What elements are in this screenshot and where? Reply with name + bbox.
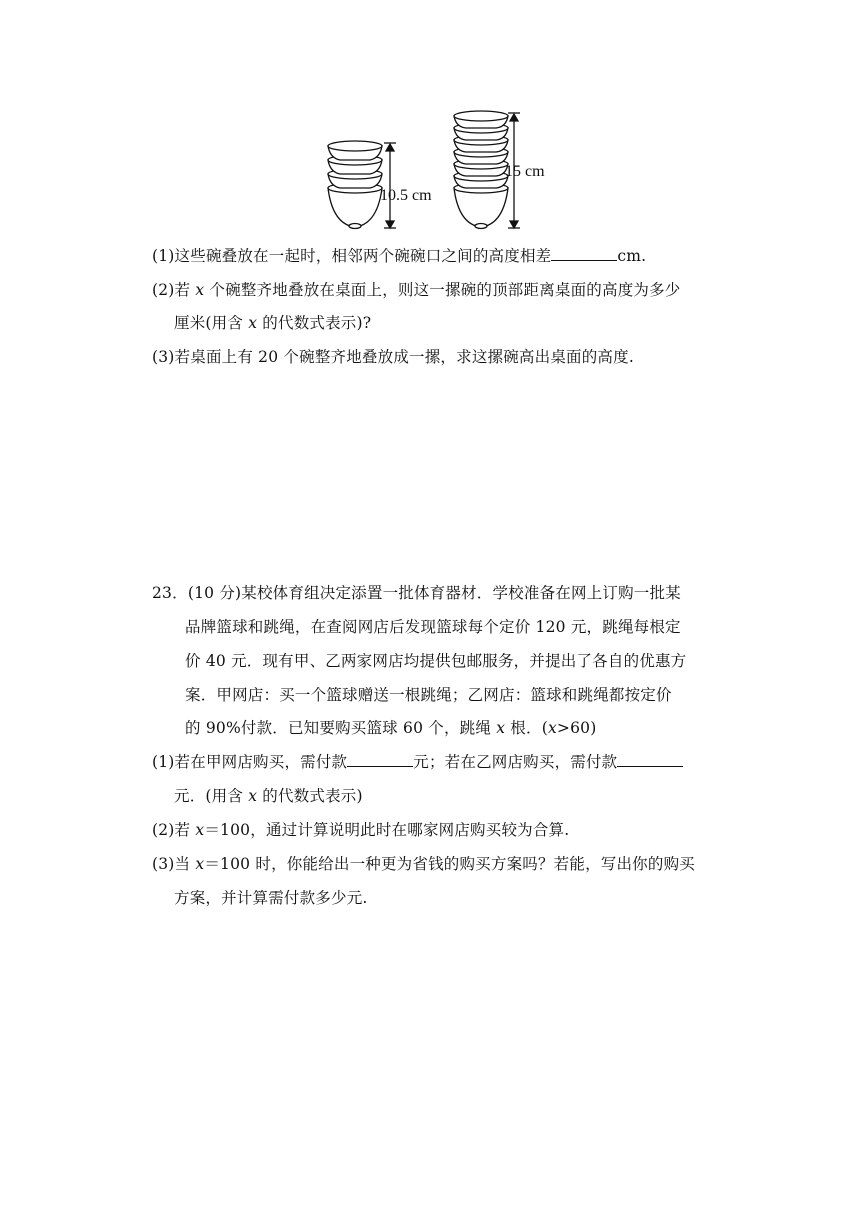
bowl-foot bbox=[475, 224, 487, 229]
bowl-rim bbox=[454, 111, 508, 121]
q23-part1-line2: 元．(用含 x 的代数式表示) bbox=[174, 787, 363, 805]
q23-stem-line1: 23．(10 分)某校体育组决定添置一批体育器材．学校准备在网上订购一批某 bbox=[152, 584, 681, 602]
q22-part3: (3)若桌面上有 20 个碗整齐地叠放成一摞，求这摞碗高出桌面的高度. bbox=[152, 348, 634, 366]
stacked-bowls-figure bbox=[320, 108, 570, 233]
q23-stem-line2: 品牌篮球和跳绳，在查阅网店后发现篮球每个定价 120 元，跳绳每根定 bbox=[185, 618, 681, 636]
q23-part3-line1: (3)当 x＝100 时，你能给出一种更为省钱的购买方案吗？若能，写出你的购买 bbox=[152, 855, 695, 873]
q23-part1-line1: (1)若在甲网店购买，需付款 元；若在乙网店购买，需付款 bbox=[152, 752, 683, 772]
small-height-arrow bbox=[384, 143, 396, 228]
bowl-body bbox=[454, 188, 508, 226]
q23-part3-line2: 方案，并计算需付款多少元. bbox=[174, 889, 368, 907]
bowl-foot bbox=[349, 224, 361, 229]
answer-blank[interactable] bbox=[551, 246, 617, 261]
q23-part2: (2)若 x＝100，通过计算说明此时在哪家网店购买较为合算. bbox=[152, 821, 570, 839]
q23-stem-line4: 案．甲网店：买一个篮球赠送一根跳绳；乙网店：篮球和跳绳都按定价 bbox=[185, 686, 672, 704]
q23-stem-line5: 的 90%付款．已知要购买篮球 60 个，跳绳 x 根．(x>60) bbox=[185, 719, 597, 737]
q22-part2-line1: (2)若 x 个碗整齐地叠放在桌面上，则这一摞碗的顶部距离桌面的高度为多少 bbox=[152, 281, 681, 299]
small-height-label: 10.5 cm bbox=[380, 187, 432, 204]
large-height-label: 15 cm bbox=[505, 163, 545, 180]
q22-part1: (1)这些碗叠放在一起时，相邻两个碗碗口之间的高度相差 cm. bbox=[152, 247, 647, 265]
answer-blank[interactable] bbox=[347, 752, 413, 767]
answer-blank[interactable] bbox=[617, 752, 683, 767]
q22-part2-line2: 厘米(用含 x 的代数式表示)? bbox=[174, 314, 372, 332]
bowl-rim bbox=[328, 141, 382, 151]
small-bowl-stack bbox=[328, 141, 382, 229]
q23-stem-line3: 价 40 元．现有甲、乙两家网店均提供包邮服务，并提出了各自的优惠方 bbox=[185, 652, 687, 670]
bowl-body bbox=[328, 188, 382, 226]
large-bowl-stack bbox=[454, 111, 508, 229]
